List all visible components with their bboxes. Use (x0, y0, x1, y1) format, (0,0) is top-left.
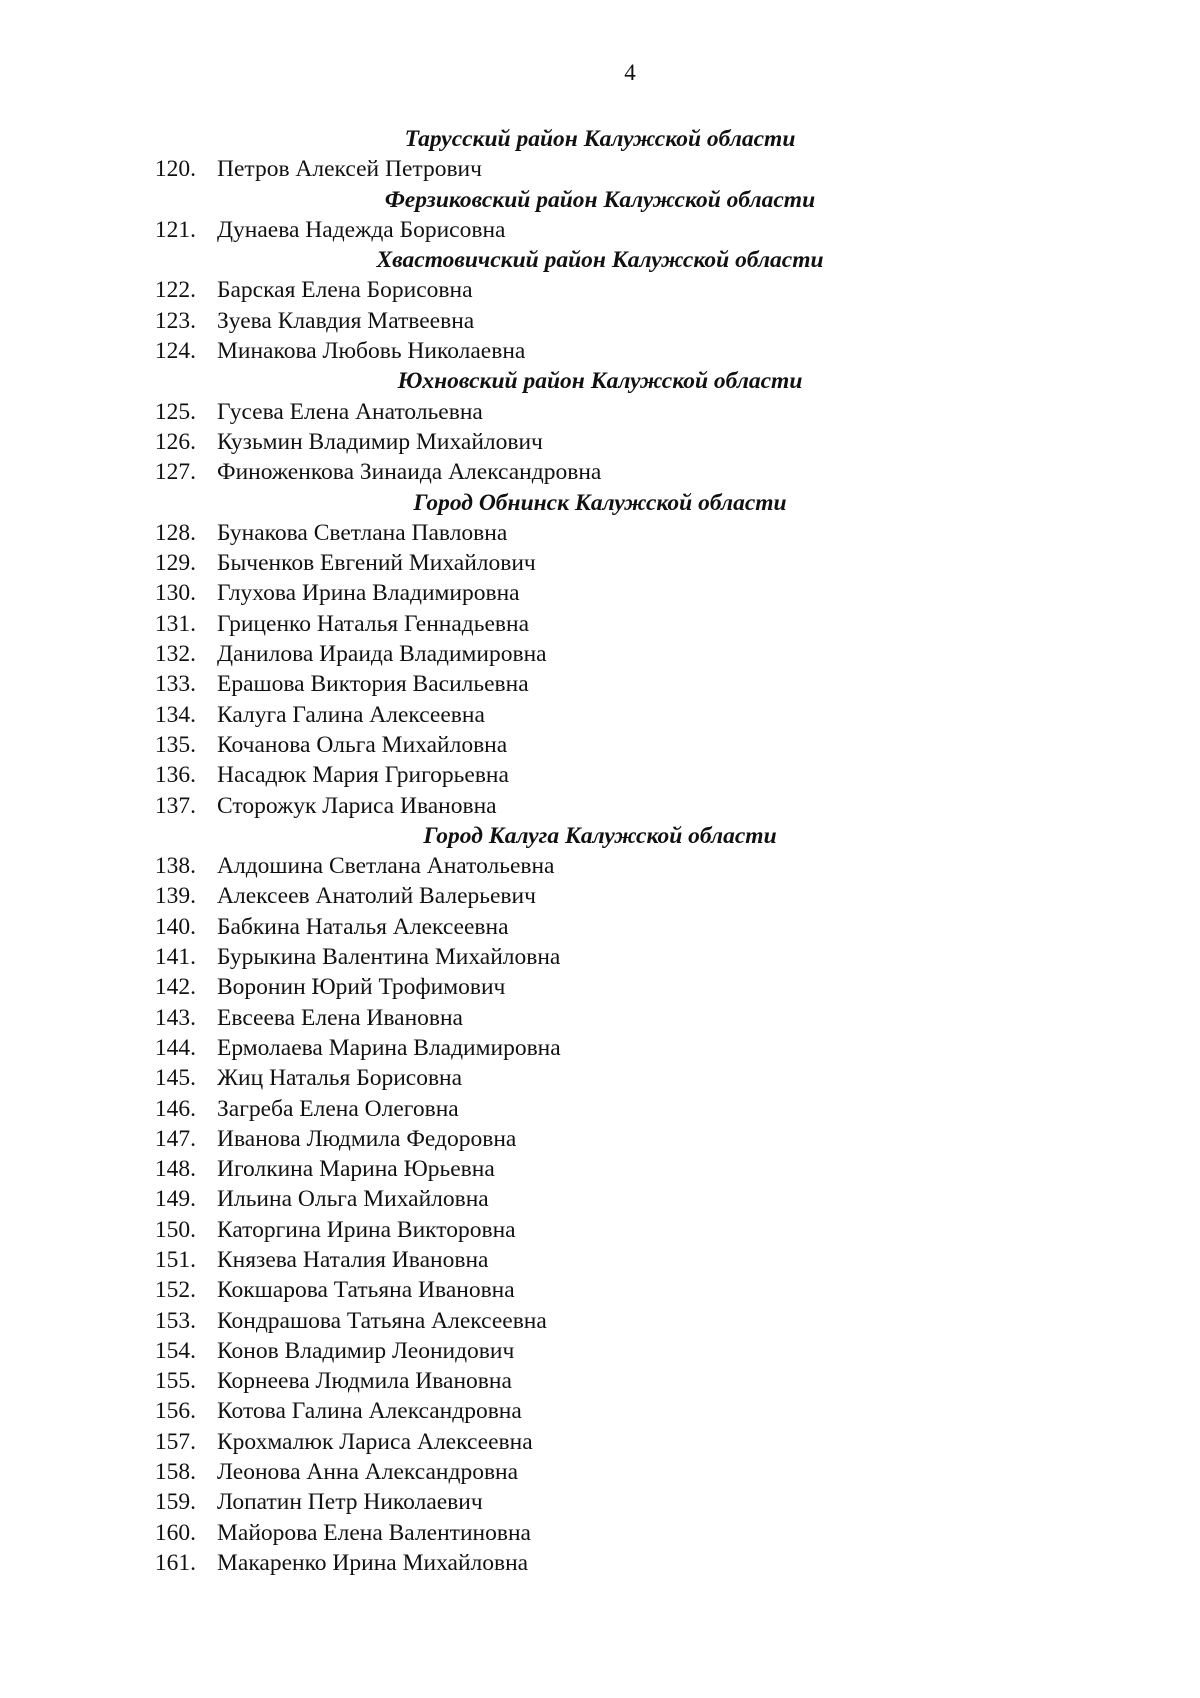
list-item-name: Минакова Любовь Николаевна (217, 338, 526, 365)
list-item-number: 125. (154, 398, 196, 425)
list-item (0, 1487, 1200, 1517)
list-item-number: 159. (154, 1489, 196, 1516)
section-heading (0, 124, 1200, 154)
list-item-name: Калуга Галина Алексеевна (217, 701, 485, 728)
list-item-number: 124. (154, 338, 196, 365)
list-item (0, 1154, 1200, 1184)
list-item-name: Насадюк Мария Григорьевна (217, 762, 509, 789)
list-item-number: 132. (154, 641, 196, 668)
list-item-number: 134. (154, 701, 196, 728)
list-item-name: Сторожук Лариса Ивановна (217, 792, 497, 819)
list-item (0, 639, 1200, 669)
list-item-name: Котова Галина Александровна (217, 1398, 522, 1425)
list-item (0, 730, 1200, 760)
list-item (0, 1003, 1200, 1033)
list-item-number: 139. (154, 883, 196, 910)
list-item-number: 135. (154, 731, 196, 758)
list-item-number: 127. (154, 459, 196, 486)
list-item-name: Каторгина Ирина Викторовна (217, 1216, 516, 1243)
section-heading (0, 245, 1200, 275)
list-item-name: Петров Алексей Петрович (217, 156, 482, 183)
list-item-number: 156. (154, 1398, 196, 1425)
list-item-number: 120. (154, 156, 196, 183)
list-item (0, 609, 1200, 639)
list-item (0, 1396, 1200, 1426)
list-item-number: 148. (154, 1156, 196, 1183)
section-heading-text: Город Калуга Калужской области (423, 822, 777, 849)
list-item-number: 121. (154, 216, 196, 243)
list-item-number: 133. (154, 671, 196, 698)
list-item-name: Князева Наталия Ивановна (217, 1246, 489, 1273)
list-item-name: Ильина Ольга Михайловна (217, 1186, 489, 1213)
list-item-name: Бурыкина Валентина Михайловна (217, 944, 561, 971)
list-item-number: 147. (154, 1125, 196, 1152)
list-item-name: Евсеева Елена Ивановна (217, 1004, 463, 1031)
list-item (0, 548, 1200, 578)
list-item (0, 942, 1200, 972)
list-item (0, 791, 1200, 821)
list-item-name: Иванова Людмила Федоровна (217, 1125, 517, 1152)
section-heading (0, 821, 1200, 851)
list-item (0, 1336, 1200, 1366)
list-item-number: 151. (154, 1246, 196, 1273)
list-item (0, 1518, 1200, 1548)
list-item (0, 1366, 1200, 1396)
list-item-name: Крохмалюк Лариса Алексеевна (217, 1428, 533, 1455)
list-item-name: Гусева Елена Анатольевна (217, 398, 483, 425)
list-item (0, 1275, 1200, 1305)
page-number: 4 (624, 60, 636, 85)
list-item-number: 128. (154, 519, 196, 546)
list-item (0, 669, 1200, 699)
list-item (0, 1063, 1200, 1093)
list-item (0, 336, 1200, 366)
list-item-number: 129. (154, 550, 196, 577)
list-item (0, 1548, 1200, 1578)
list-item-number: 141. (154, 944, 196, 971)
list-item (0, 215, 1200, 245)
list-item-number: 130. (154, 580, 196, 607)
list-item (0, 397, 1200, 427)
section-heading (0, 366, 1200, 396)
list-item (0, 1306, 1200, 1336)
list-item-name: Леонова Анна Александровна (217, 1459, 519, 1486)
list-item-number: 140. (154, 913, 196, 940)
list-item-name: Бабкина Наталья Алексеевна (217, 913, 509, 940)
list-item (0, 578, 1200, 608)
section-heading-text: Хвастовичский район Калужской области (376, 247, 824, 274)
list-item (0, 306, 1200, 336)
list-item-name: Иголкина Марина Юрьевна (217, 1156, 495, 1183)
list-item (0, 457, 1200, 487)
section-heading-text: Город Обнинск Калужской области (413, 489, 787, 516)
list-item (0, 154, 1200, 184)
list-item-name: Алексеев Анатолий Валерьевич (217, 883, 536, 910)
list-item-number: 136. (154, 762, 196, 789)
list-item-name: Конов Владимир Леонидович (217, 1337, 515, 1364)
list-item-number: 122. (154, 277, 196, 304)
list-item (0, 912, 1200, 942)
list-item (0, 1033, 1200, 1063)
list-item-number: 143. (154, 1004, 196, 1031)
list-item-number: 123. (154, 307, 196, 334)
list-item-number: 154. (154, 1337, 196, 1364)
list-item (0, 760, 1200, 790)
list-item-name: Воронин Юрий Трофимович (217, 974, 506, 1001)
list-item-number: 131. (154, 610, 196, 637)
list-item-number: 157. (154, 1428, 196, 1455)
list-item-name: Майорова Елена Валентиновна (217, 1519, 531, 1546)
list-item-number: 155. (154, 1368, 196, 1395)
list-item-number: 153. (154, 1307, 196, 1334)
award-list (0, 124, 1200, 1578)
list-item-number: 152. (154, 1277, 196, 1304)
list-item (0, 1184, 1200, 1214)
list-item-number: 161. (154, 1549, 196, 1576)
list-item (0, 427, 1200, 457)
list-item (0, 275, 1200, 305)
list-item-name: Корнеева Людмила Ивановна (217, 1368, 512, 1395)
list-item-name: Данилова Ираида Владимировна (217, 641, 547, 668)
list-item-name: Ерашова Виктория Васильевна (217, 671, 529, 698)
list-item-number: 144. (154, 1034, 196, 1061)
list-item-name: Гриценко Наталья Геннадьевна (217, 610, 529, 637)
list-item-name: Жиц Наталья Борисовна (217, 1065, 463, 1092)
list-item-name: Бунакова Светлана Павловна (217, 519, 508, 546)
section-heading-text: Юхновский район Калужской области (397, 368, 803, 395)
list-item (0, 518, 1200, 548)
list-item-name: Кондрашова Татьяна Алексеевна (217, 1307, 547, 1334)
list-item-name: Барская Елена Борисовна (217, 277, 473, 304)
list-item (0, 1124, 1200, 1154)
list-item-number: 160. (154, 1519, 196, 1546)
section-heading-text: Ферзиковский район Калужской области (384, 186, 816, 213)
list-item (0, 1215, 1200, 1245)
list-item (0, 1245, 1200, 1275)
section-heading-text: Тарусский район Калужской области (404, 126, 796, 152)
list-item-number: 150. (154, 1216, 196, 1243)
list-item-name: Лопатин Петр Николаевич (217, 1489, 483, 1516)
list-item-number: 149. (154, 1186, 196, 1213)
list-item-name: Быченков Евгений Михайлович (217, 550, 536, 577)
list-item-number: 142. (154, 974, 196, 1001)
list-item-name: Ермолаева Марина Владимировна (217, 1034, 561, 1061)
section-heading (0, 488, 1200, 518)
list-item-number: 158. (154, 1459, 196, 1486)
list-item-name: Глухова Ирина Владимировна (217, 580, 520, 607)
list-item (0, 1427, 1200, 1457)
list-item (0, 1457, 1200, 1487)
list-item (0, 700, 1200, 730)
list-item-name: Загреба Елена Олеговна (217, 1095, 459, 1122)
list-item (0, 851, 1200, 881)
list-item-name: Кузьмин Владимир Михайлович (217, 428, 543, 455)
list-item-number: 145. (154, 1065, 196, 1092)
list-item (0, 1094, 1200, 1124)
list-item-number: 146. (154, 1095, 196, 1122)
list-item-name: Кочанова Ольга Михайловна (217, 731, 508, 758)
list-item-number: 137. (154, 792, 196, 819)
list-item-name: Дунаева Надежда Борисовна (217, 216, 506, 243)
list-item-number: 126. (154, 428, 196, 455)
section-heading (0, 185, 1200, 215)
list-item-name: Алдошина Светлана Анатольевна (217, 853, 555, 880)
list-item-name: Финоженкова Зинаида Александровна (217, 459, 602, 486)
list-item (0, 881, 1200, 911)
list-item (0, 972, 1200, 1002)
list-item-name: Макаренко Ирина Михайловна (217, 1549, 529, 1576)
list-item-name: Кокшарова Татьяна Ивановна (217, 1277, 515, 1304)
list-item-name: Зуева Клавдия Матвеевна (217, 307, 475, 334)
list-item-number: 138. (154, 853, 196, 880)
